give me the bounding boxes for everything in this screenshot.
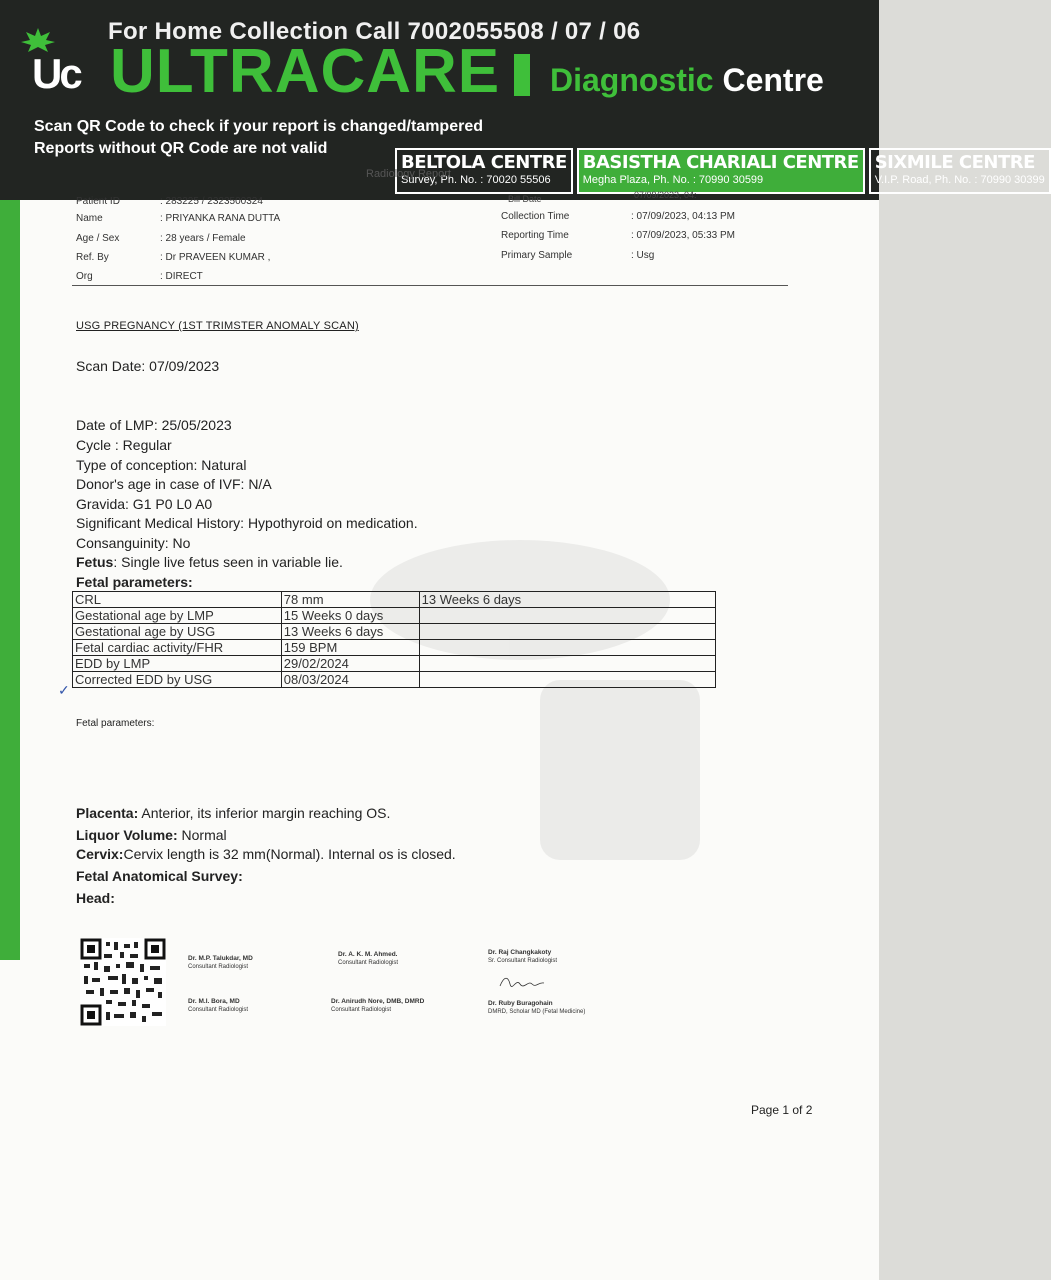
param-cell: EDD by LMP <box>73 656 282 672</box>
qr-notice-line-2: Reports without QR Code are not valid <box>34 140 328 157</box>
value-cell: 78 mm <box>281 592 419 608</box>
patient-name-row <box>76 213 280 224</box>
patient-age-row <box>76 233 246 244</box>
checkmark-icon: ✓ <box>58 682 70 698</box>
doctor-title: Consultant Radiologist <box>338 960 399 966</box>
logo-initials: Uc <box>32 50 80 97</box>
liquor-line <box>76 826 227 846</box>
reporting-time-row <box>501 230 735 241</box>
ref-label: Ref. By <box>76 252 109 263</box>
doctor-title: Consultant Radiologist <box>188 964 249 970</box>
referred-by-row <box>76 252 270 263</box>
cervix-line <box>76 845 456 865</box>
brand-name: ULTRACARE <box>110 37 501 106</box>
brand-suffix <box>550 62 824 99</box>
gravida: Gravida: G1 P0 L0 A0 <box>76 496 213 512</box>
centre-contact: Survey, Ph. No. : 70020 55506 <box>401 174 551 186</box>
centre-sixmile <box>869 148 1051 194</box>
doctor-signature <box>488 949 557 965</box>
fetal-params-heading: Fetal parameters: <box>76 574 193 590</box>
anatomical-survey-heading: Fetal Anatomical Survey: <box>76 868 243 884</box>
doctor-name: Dr. A. K. M. Ahmed. <box>338 951 398 958</box>
doctor-name: Dr. M.I. Bora, MD <box>188 998 240 1005</box>
doctor-name: Dr. Raj Changkakoty <box>488 949 552 956</box>
centre-list <box>395 148 1051 194</box>
value-cell: 08/03/2024 <box>281 672 419 688</box>
patient-id-row <box>76 196 263 207</box>
centre-basistha <box>577 148 865 194</box>
extra-cell <box>419 640 715 656</box>
doctor-signature <box>188 998 248 1014</box>
brand-bar <box>514 54 530 96</box>
extra-cell <box>419 624 715 640</box>
param-cell: Fetal cardiac activity/FHR <box>73 640 282 656</box>
brand-suffix-centre: Centre <box>722 62 824 98</box>
extra-cell <box>419 656 715 672</box>
scan-date: Scan Date: 07/09/2023 <box>76 358 220 374</box>
table-row <box>73 672 716 688</box>
centre-contact: V.I.P. Road, Ph. No. : 70990 30399 <box>874 174 1045 186</box>
value-cell: 15 Weeks 0 days <box>281 608 419 624</box>
head-heading: Head: <box>76 890 115 906</box>
cycle: Cycle : Regular <box>76 437 172 453</box>
table-row <box>73 656 716 672</box>
extra-cell <box>419 608 715 624</box>
cervix-value: Cervix length is 32 mm(Normal). Internal os is closed. <box>123 846 456 862</box>
overlapped-bill-date-label: Bill Date <box>508 194 542 204</box>
collection-time-row <box>501 211 735 222</box>
qr-code-icon <box>80 938 166 1026</box>
medical-history: Significant Medical History: Hypothyroid on medication. <box>76 515 418 531</box>
doctor-name: Dr. Anirudh Nore, DMB, DMRD <box>331 998 425 1005</box>
table-row <box>73 592 716 608</box>
value-cell: 13 Weeks 6 days <box>281 624 419 640</box>
patient-id-label: Patient ID <box>76 196 120 207</box>
side-green-bar <box>0 200 20 960</box>
cervix-label: Cervix: <box>76 846 124 862</box>
ref-value: : Dr PRAVEEN KUMAR , <box>160 252 271 263</box>
fetus-line <box>76 553 343 573</box>
value-cell: 159 BPM <box>281 640 419 656</box>
handwritten-signature <box>498 974 546 990</box>
doctor-title: Consultant Radiologist <box>331 1007 392 1013</box>
name-label: Name <box>76 213 103 224</box>
overlapped-report-title: Radiology Report <box>366 168 451 180</box>
fetal-params-subheading: Fetal parameters: <box>76 718 155 729</box>
consanguinity: Consanguinity: No <box>76 535 191 551</box>
doctor-name: Dr. M.P. Talukdar, MD <box>188 955 253 962</box>
sample-label: Primary Sample <box>501 250 573 261</box>
param-cell: Corrected EDD by USG <box>73 672 282 688</box>
org-label: Org <box>76 271 93 282</box>
fetus-value: : Single live fetus seen in variable lie. <box>113 554 343 570</box>
doctor-signature <box>488 1000 585 1016</box>
page-number: Page 1 of 2 <box>751 1103 813 1117</box>
org-value: : DIRECT <box>160 271 203 282</box>
primary-sample-row <box>501 250 654 261</box>
centre-name: BASISTHA CHARIALI CENTRE <box>582 152 859 173</box>
home-collection-line: For Home Collection Call 7002055508 / 07 / 06 <box>108 18 641 45</box>
age-value: : 28 years / Female <box>160 233 246 244</box>
name-value: : PRIYANKA RANA DUTTA <box>160 213 281 224</box>
placenta-label: Placenta: <box>76 805 139 821</box>
table-row <box>73 640 716 656</box>
table-row <box>73 608 716 624</box>
brand-suffix-diagnostic: Diagnostic <box>550 62 714 98</box>
header-divider <box>72 285 788 286</box>
collection-value: : 07/09/2023, 04:13 PM <box>631 211 735 222</box>
value-cell: 29/02/2024 <box>281 656 419 672</box>
doctor-name: Dr. Ruby Buragohain <box>488 1000 553 1007</box>
patient-id-value: : 283225 / 2323500324 <box>160 196 263 207</box>
age-label: Age / Sex <box>76 233 120 244</box>
placenta-line <box>76 804 390 824</box>
conception-type: Type of conception: Natural <box>76 457 247 473</box>
doctor-title: DMRD, Scholar MD (Fetal Medicine) <box>488 1009 586 1015</box>
overlapped-bill-date-value: 07/09/2023, 04: <box>634 190 697 200</box>
equipment-watermark <box>300 480 760 900</box>
doctor-signature <box>338 951 398 967</box>
doctor-title: Sr. Consultant Radiologist <box>488 958 558 964</box>
liquor-label: Liquor Volume: <box>76 827 178 843</box>
liquor-value: Normal <box>177 827 227 843</box>
param-cell: Gestational age by USG <box>73 624 282 640</box>
fetal-parameters-table <box>72 591 716 688</box>
fetus-label: Fetus <box>76 554 114 570</box>
org-row <box>76 271 203 282</box>
param-cell: Gestational age by LMP <box>73 608 282 624</box>
doctor-title: Consultant Radiologist <box>188 1007 249 1013</box>
centre-contact: Megha Plaza, Ph. No. : 70990 30599 <box>582 174 764 186</box>
qr-notice-line-1: Scan QR Code to check if your report is changed/tampered <box>34 118 483 135</box>
doctor-signature <box>188 955 253 971</box>
param-cell: CRL <box>73 592 282 608</box>
placenta-value: Anterior, its inferior margin reaching OS. <box>138 805 391 821</box>
lmp-date: Date of LMP: 25/05/2023 <box>76 417 232 433</box>
centre-name: BELTOLA CENTRE <box>401 152 567 173</box>
report-title: USG PREGNANCY (1ST TRIMSTER ANOMALY SCAN) <box>76 320 359 332</box>
centre-name: SIXMILE CENTRE <box>874 152 1035 173</box>
table-row <box>73 624 716 640</box>
sample-value: : Usg <box>631 250 655 261</box>
donor-age: Donor's age in case of IVF: N/A <box>76 476 272 492</box>
collection-label: Collection Time <box>501 211 570 222</box>
extra-cell: 13 Weeks 6 days <box>419 592 715 608</box>
reporting-label: Reporting Time <box>501 230 569 241</box>
extra-cell <box>419 672 715 688</box>
reporting-value: : 07/09/2023, 05:33 PM <box>631 230 735 241</box>
doctor-signature <box>331 998 424 1014</box>
